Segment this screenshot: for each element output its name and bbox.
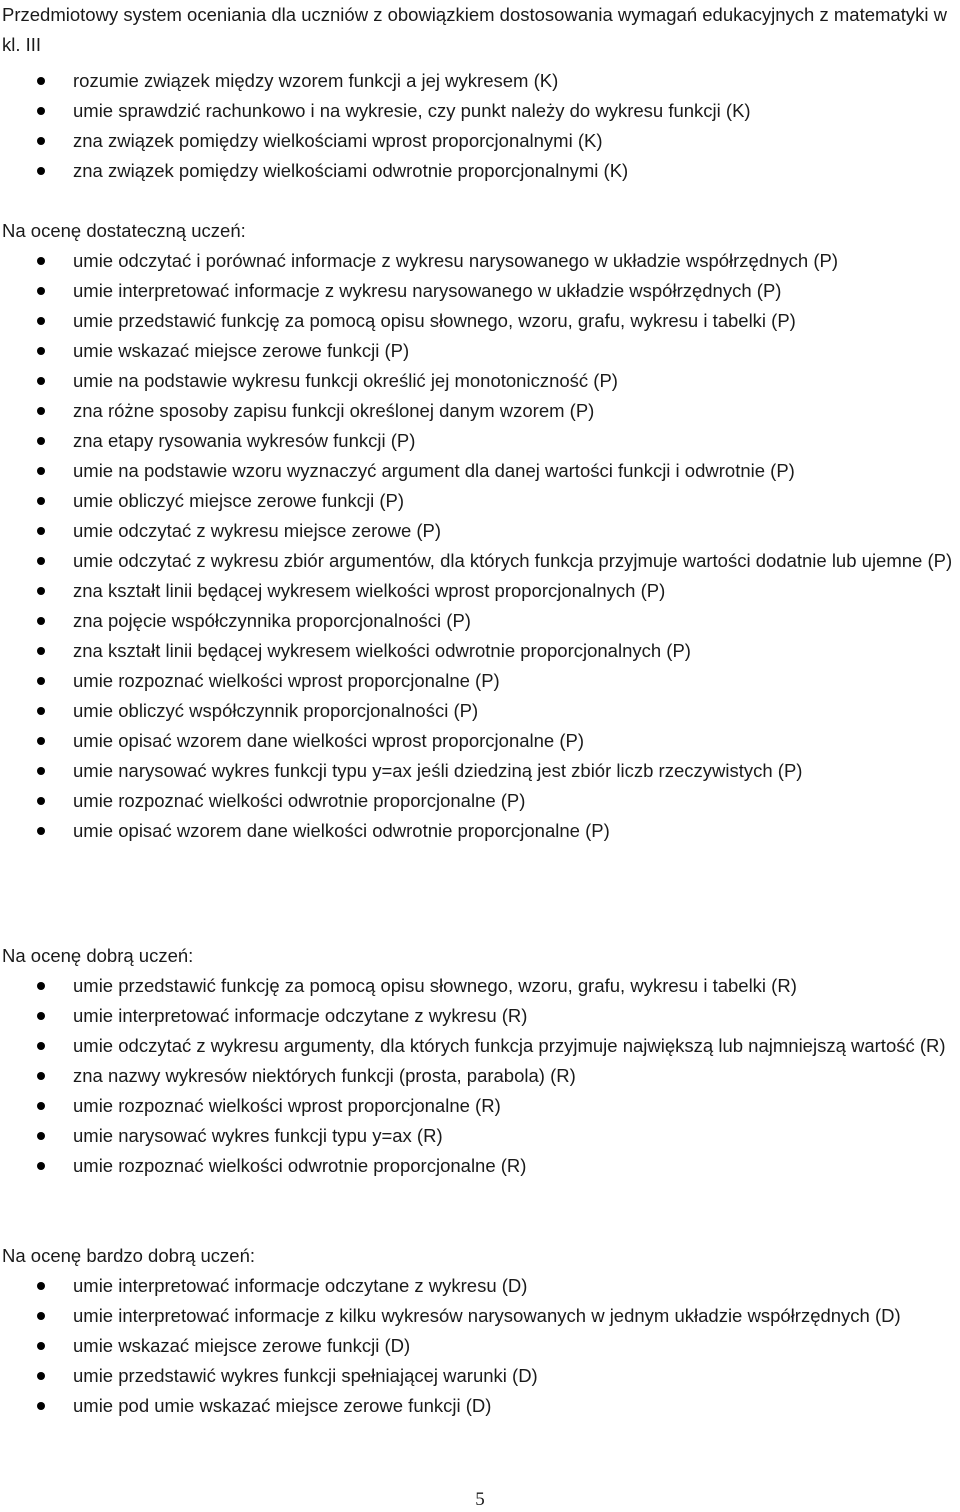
bullet-icon [37, 677, 45, 685]
list-item: umie odczytać z wykresu argumenty, dla których funkcja przyjmuje największą lub najmniejszą wartość (R) [0, 1031, 955, 1061]
bullet-icon [37, 467, 45, 475]
list-item: umie narysować wykres funkcji typu y=ax (R) [0, 1121, 955, 1151]
list-item: umie przedstawić wykres funkcji spełniającej warunki (D) [0, 1361, 955, 1391]
list-item: umie interpretować informacje odczytane z wykresu (R) [0, 1001, 955, 1031]
list-item: zna etapy rysowania wykresów funkcji (P) [0, 426, 955, 456]
bullet-icon [37, 407, 45, 415]
bullet-icon [37, 767, 45, 775]
list-item: umie interpretować informacje z kilku wykresów narysowanych w jednym układzie współrzędnych (D) [0, 1301, 955, 1331]
bullet-icon [37, 1282, 45, 1290]
list-item: umie interpretować informacje z wykresu narysowanego w układzie współrzędnych (P) [0, 276, 955, 306]
list-item: umie odczytać z wykresu zbiór argumentów, dla których funkcja przyjmuje wartości dodatnie lub ujemne (P) [0, 546, 955, 576]
section-heading-dobra: Na ocenę dobrą uczeń: [2, 945, 194, 966]
list-item: zna nazwy wykresów niektórych funkcji (prosta, parabola) (R) [0, 1061, 955, 1091]
list-item: umie rozpoznać wielkości odwrotnie proporcjonalne (R) [0, 1151, 955, 1181]
bullet-icon [37, 617, 45, 625]
bullet-icon [37, 827, 45, 835]
bullet-icon [37, 107, 45, 115]
list-item: zna różne sposoby zapisu funkcji określonej danym wzorem (P) [0, 396, 955, 426]
list-item: umie odczytać z wykresu miejsce zerowe (P) [0, 516, 955, 546]
list-item: umie przedstawić funkcję za pomocą opisu słownego, wzoru, grafu, wykresu i tabelki (R) [0, 971, 955, 1001]
bullet-icon [37, 797, 45, 805]
bullet-icon [37, 647, 45, 655]
bullet-icon [37, 1312, 45, 1320]
list-item: zna pojęcie współczynnika proporcjonalności (P) [0, 606, 955, 636]
list-item: umie rozpoznać wielkości wprost proporcjonalne (R) [0, 1091, 955, 1121]
list-item: umie obliczyć współczynnik proporcjonalności (P) [0, 696, 955, 726]
list-item: zna kształt linii będącej wykresem wielkości wprost proporcjonalnych (P) [0, 576, 955, 606]
bullet-icon [37, 982, 45, 990]
bullet-icon [37, 347, 45, 355]
bullet-icon [37, 737, 45, 745]
list-item: umie wskazać miejsce zerowe funkcji (D) [0, 1331, 955, 1361]
bullet-icon [37, 707, 45, 715]
section-heading-dostateczna: Na ocenę dostateczną uczeń: [2, 220, 246, 241]
bullet-icon [37, 437, 45, 445]
bullet-icon [37, 587, 45, 595]
bullet-icon [37, 1132, 45, 1140]
intro-list [0, 66, 955, 186]
list-item: umie przedstawić funkcję za pomocą opisu słownego, wzoru, grafu, wykresu i tabelki (P) [0, 306, 955, 336]
list-item: umie opisać wzorem dane wielkości wprost proporcjonalne (P) [0, 726, 955, 756]
bullet-icon [37, 1372, 45, 1380]
list-dostateczna [0, 246, 955, 846]
bullet-icon [37, 1012, 45, 1020]
list-bardzo-dobra [0, 1271, 955, 1421]
bullet-icon [37, 137, 45, 145]
list-item: zna kształt linii będącej wykresem wielkości odwrotnie proporcjonalnych (P) [0, 636, 955, 666]
list-item: umie narysować wykres funkcji typu y=ax jeśli dziedziną jest zbiór liczb rzeczywistych (P) [0, 756, 955, 786]
list-item: rozumie związek między wzorem funkcji a jej wykresem (K) [0, 66, 955, 96]
bullet-icon [37, 377, 45, 385]
document-title: Przedmiotowy system oceniania dla uczniów z obowiązkiem dostosowania wymagań edukacyjnych z matematyki w kl. III [2, 4, 947, 55]
list-item: umie pod umie wskazać miejsce zerowe funkcji (D) [0, 1391, 955, 1421]
bullet-icon [37, 317, 45, 325]
list-item: umie na podstawie wykresu funkcji określić jej monotoniczność (P) [0, 366, 955, 396]
list-item: umie na podstawie wzoru wyznaczyć argument dla danej wartości funkcji i odwrotnie (P) [0, 456, 955, 486]
bullet-icon [37, 1072, 45, 1080]
bullet-icon [37, 1402, 45, 1410]
list-item: zna związek pomiędzy wielkościami wprost proporcjonalnymi (K) [0, 126, 955, 156]
bullet-icon [37, 1342, 45, 1350]
bullet-icon [37, 527, 45, 535]
section-heading-bardzo-dobra: Na ocenę bardzo dobrą uczeń: [2, 1245, 256, 1266]
list-item: umie rozpoznać wielkości odwrotnie proporcjonalne (P) [0, 786, 955, 816]
list-item: umie interpretować informacje odczytane z wykresu (D) [0, 1271, 955, 1301]
list-item: umie sprawdzić rachunkowo i na wykresie, czy punkt należy do wykresu funkcji (K) [0, 96, 955, 126]
list-item: umie opisać wzorem dane wielkości odwrotnie proporcjonalne (P) [0, 816, 955, 846]
bullet-icon [37, 287, 45, 295]
list-item: umie rozpoznać wielkości wprost proporcjonalne (P) [0, 666, 955, 696]
bullet-icon [37, 1162, 45, 1170]
list-item: zna związek pomiędzy wielkościami odwrotnie proporcjonalnymi (K) [0, 156, 955, 186]
list-item: umie odczytać i porównać informacje z wykresu narysowanego w układzie współrzędnych (P) [0, 246, 955, 276]
bullet-icon [37, 1102, 45, 1110]
list-dobra [0, 971, 955, 1181]
bullet-icon [37, 557, 45, 565]
bullet-icon [37, 497, 45, 505]
bullet-icon [37, 167, 45, 175]
page-number: 5 [475, 1489, 485, 1510]
list-item: umie obliczyć miejsce zerowe funkcji (P) [0, 486, 955, 516]
bullet-icon [37, 1042, 45, 1050]
bullet-icon [37, 77, 45, 85]
list-item: umie wskazać miejsce zerowe funkcji (P) [0, 336, 955, 366]
bullet-icon [37, 257, 45, 265]
